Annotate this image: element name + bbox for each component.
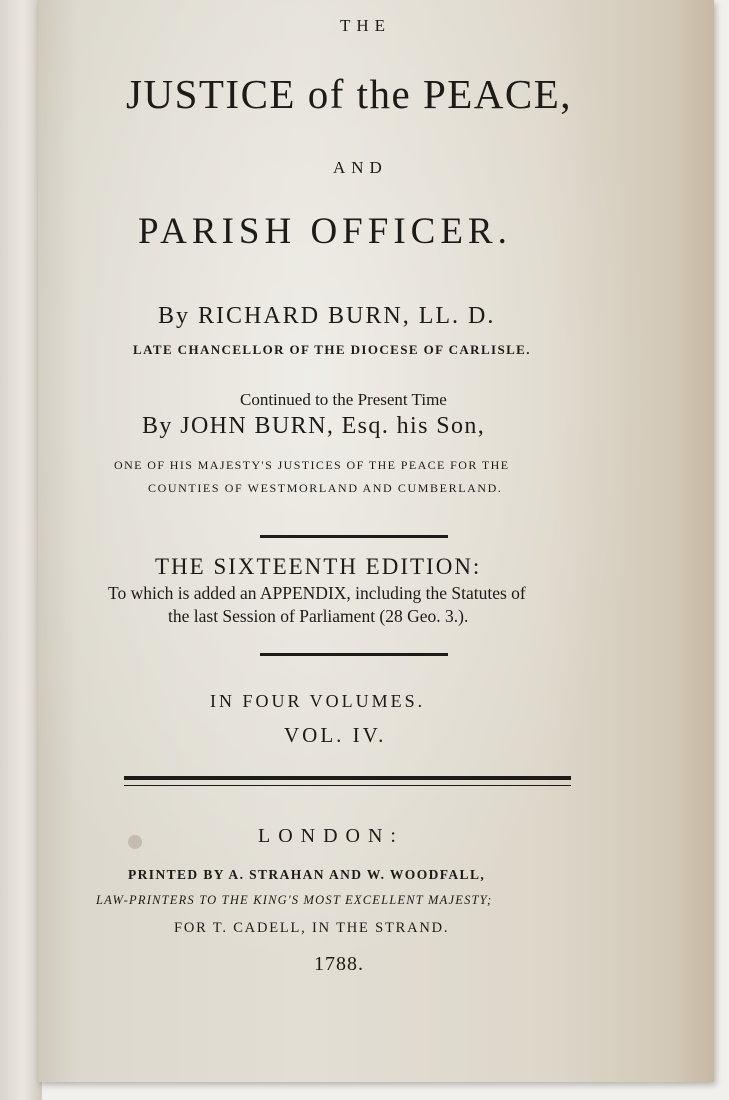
son-description-line1: ONE OF HIS MAJESTY'S JUSTICES OF THE PEACE FOR THE	[114, 458, 510, 472]
title-article: THE	[340, 16, 392, 35]
law-printers-line: LAW-PRINTERS TO THE KING'S MOST EXCELLENT MAJESTY;	[96, 893, 493, 907]
author-description: LATE CHANCELLOR OF THE DIOCESE OF CARLISLE.	[133, 342, 531, 357]
book-binding	[0, 0, 42, 1100]
thin-rule	[124, 785, 571, 786]
edition-line: THE SIXTEENTH EDITION:	[155, 554, 482, 579]
foxing-spot	[128, 835, 142, 849]
son-description-line2: COUNTIES OF WESTMORLAND AND CUMBERLAND.	[148, 481, 503, 495]
divider-rule	[260, 653, 448, 656]
title-page	[38, 0, 714, 1082]
divider-rule	[260, 535, 448, 538]
publisher-line: FOR T. CADELL, IN THE STRAND.	[174, 920, 450, 936]
appendix-line2: the last Session of Parliament (28 Geo. 3.).	[168, 606, 469, 626]
author-line: By RICHARD BURN, LL. D.	[158, 303, 496, 329]
volumes-line: IN FOUR VOLUMES.	[210, 691, 426, 711]
continued-line: Continued to the Present Time	[240, 390, 447, 409]
title-conjunction: AND	[333, 158, 388, 177]
main-title-line2: PARISH OFFICER.	[138, 211, 512, 252]
imprint-city: LONDON:	[258, 825, 404, 847]
thick-rule	[124, 776, 571, 780]
page-edge-shadow	[674, 0, 714, 1082]
son-author-line: By JOHN BURN, Esq. his Son,	[142, 413, 486, 439]
main-title-line1: JUSTICE of the PEACE,	[126, 71, 573, 117]
appendix-line1: To which is added an APPENDIX, including the Statutes of	[108, 583, 526, 603]
printer-line: PRINTED BY A. STRAHAN AND W. WOODFALL,	[128, 867, 486, 882]
publication-year: 1788.	[314, 953, 364, 975]
volume-number: VOL. IV.	[284, 723, 387, 747]
